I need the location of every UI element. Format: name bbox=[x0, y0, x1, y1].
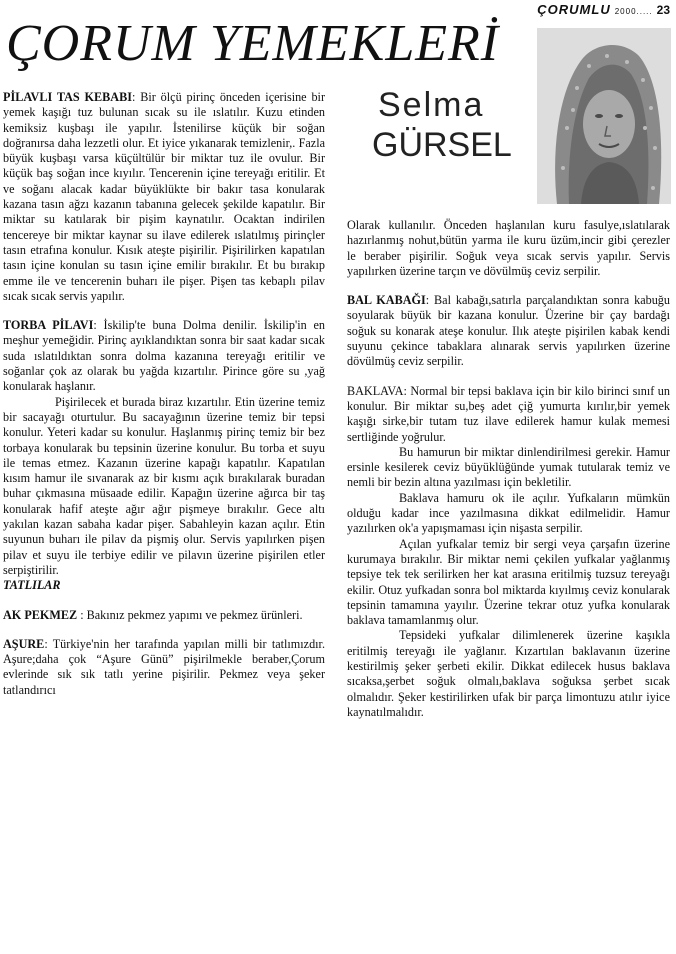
recipe-heading: BAL KABAĞI bbox=[347, 293, 426, 308]
recipe-heading: AK PEKMEZ bbox=[3, 607, 78, 622]
recipe-heading: PİLAVLI TAS KEBABI bbox=[3, 90, 132, 104]
recipe-text: : İskilip'te buna Dolma denilir. İskilip'in en meşhur yemeğidir. Pirinç ayıklandıktan sonra bir saat kadar sıcak suda ıslatıldıktan sonra dolma kazanına tereyağı eritilir ve soğanlar çok az olarak bu yağda kızartılır. Pirince göre su ,yağ konularak haşlanır. bbox=[3, 318, 325, 394]
issue-label: 2000..... bbox=[614, 7, 653, 16]
recipe-asure bbox=[3, 637, 325, 698]
recipe-text: : Türkiye'nin her tarafında yapılan milli bir tatlımızdır. Aşure;daha çok “Aşure Günü” pişirilmekle beraber,Çorum evlerinde sık sık tatlı yerine pişirilir. Pekmez veya şeker tatlandırıcı bbox=[3, 636, 325, 697]
left-column bbox=[3, 90, 325, 712]
recipe-paragraph: Bu hamurun bir miktar dinlendirilmesi gerekir. Hamur ersinle kesilerek ceviz büyüklüğünde yumak tutularak temiz ve nemli bir bezin altına yazılması için bekletilir. bbox=[347, 444, 670, 490]
recipe-text: : Bir ölçü pirinç önceden içerisine bir yemek kaşığı tuz bulunan sıcak su ile ıslatılır. Kuzu etinden kemiksiz kuşbaşı ile yapılır. İstenilirse küçük bir soğan doğranırsa daha lezzetli olur. Et iyice yıkanarak temizlenir,. Fazla büyük kuşbaşı varsa küçültülür bir miktar tuz ile ovulur. Bir küçük baş soğan ince kıyılır. Tencerenin içine tereyağı eritilir. Et ve soğanı alacak kadar büyüklükte bir bakır tasa konularak kazana tasın ağzı kazanın tabanına gelecek şekilde kapatılır. Bir miktar su katılarak bir pişim kaynatılır. Ocaktan indirilen tencereye bir miktar kaynar su ilave edilerek ıslatılmış pirinçler tasın etrafına konulur. Kısık ateşte pişirilir. Pişirilirken kapatılan tasın içine konulan su tasın içine emilir bırakılır. Et bu bırakıp emme ile ve tencerenin buharı ile pişer. Pişen tas kebaplı pilav sıcak sıcak servis yapılır. bbox=[3, 90, 326, 303]
recipe-paragraph: Tepsideki yufkalar dilimlenerek üzerine kaşıkla eritilmiş tereyağı ile yağlanır. Kızartılan baklavanın üzerine kestirilmiş şeker şerbeti ekilir. Dikkat edilecek husus baklava sıcaksa,şerbet soğuk olmalı,baklava soğuksa şerbet sıcak olmalıdır. Şeker kestirilirken ufak bir parça limontuzu atılır iyice kaynatılmalıdır. bbox=[347, 628, 670, 719]
section-heading-tatlilar bbox=[3, 578, 325, 593]
recipe-heading: BAKLAVA bbox=[347, 383, 404, 398]
page-number: 23 bbox=[656, 3, 670, 17]
recipe-paragraph: Olarak kullanılır. Önceden haşlanılan kuru fasulye,ıslatılarak hazırlanmış nohut,bütün yarma ile kuru üzüm,incir gibi çerezler le beraber pişirilir. Soğuk veya sıcak servis yapılır. Servis yapılırken üzerine tarçın ve dövülmüş ceviz serpilir. bbox=[347, 218, 670, 278]
author-name bbox=[372, 88, 512, 162]
recipe-paragraph: Baklava hamuru ok ile açılır. Yufkaların mümkün olduğu kadar ince yazılmasına dikkat edilmelidir. Hamur yazılırken ok'a yapışmaması için nişasta serpilir. bbox=[347, 490, 670, 536]
page-header bbox=[537, 2, 670, 17]
recipe-pilavli-tas-kebabi bbox=[3, 90, 325, 304]
author-photo bbox=[537, 28, 671, 204]
recipe-heading: TORBA PİLAVI bbox=[3, 318, 94, 333]
article-title: ÇORUM YEMEKLERİ bbox=[6, 15, 500, 72]
recipe-heading: AŞURE bbox=[3, 636, 45, 651]
recipe-text: : Bal kabağı,satırla parçalandıktan sonra kabuğu soyularak büyük bir kazana konulur. Üzerine bir çay bardağı soğuk su konarak ateşe konulur. Ilık ateşte pişirilen kabak kendi suyunu çekince tabaklara alınarak servis yapılırken üzerine dövülmüş ceviz serpilir. bbox=[347, 293, 670, 369]
recipe-baklava bbox=[347, 384, 670, 445]
author-portrait-image bbox=[537, 28, 671, 204]
magazine-name: ÇORUMLU bbox=[537, 2, 611, 17]
recipe-torba-pilavi bbox=[3, 318, 325, 394]
recipe-text: : Normal bir tepsi baklava için bir kilo birinci sınıf un konulur. Bir miktar su,beş adet çiğ yumurta kırılır,bir yemek kaşığı sirke,bir tutam tuz ilave edilerek hamur kulak memesi sertliğinde yoğrulur. bbox=[347, 383, 670, 444]
recipe-text: : Bakınız pekmez yapımı ve pekmez ürünleri. bbox=[77, 607, 303, 622]
section-heading: TATLILAR bbox=[3, 578, 61, 593]
author-last-name: GÜRSEL bbox=[372, 126, 512, 164]
recipe-paragraph: Pişirilecek et burada biraz kızartılır. Etin üzerine temiz bir sacayağı oturtulur. Bu sacayağının üzerine temiz bir tepsi konulur. Yeteri kadar su konulur. Haşlanmış pirinç temiz bir bez torbaya konularak bu tepsinin üzerine konulur. Bu torba et suyu ile temas etmez. Kazanın üzerine kapağı kapatılır. Kapatılan kısım hamur ile sıvanarak az bir kısmı açık bırakılarak buradan buhar çıkmasına müsaade edilir. Kapağın üzerine ağırca bir taş konularak hafif ateşte ağır ağır pişmeye bırakılır. Gece altı yakılan kazan sabaha kadar pişer. Sabahleyin kazan açılır. Etin suyunun buharı ile pilav da pişmiş olur. Servis yapılırken pişen pilav et suyu ile terbiye edilir ve pilavın üzerine pişirilen etler serpiştirilir. bbox=[3, 394, 325, 577]
right-column bbox=[347, 218, 670, 720]
recipe-paragraph: Açılan yufkalar temiz bir sergi veya çarşafın üzerine kurumaya bırakılır. Bir miktar nemi çekilen yufkalar yağlanmış tepsiye tek tek serilirken her kat arasına eritilmiş tuzsuz tereyağı ekilir. Otuz yufkadan sonra bol miktarda kıyılmış ceviz konularak tepsinin tamamına yayılır. Üzerine tekrar otuz yufka konularak baklava tamamlanmış olur. bbox=[347, 536, 670, 628]
recipe-ak-pekmez bbox=[3, 608, 325, 623]
author-first-name: Selma bbox=[378, 86, 485, 124]
recipe-bal-kabagi bbox=[347, 293, 670, 369]
